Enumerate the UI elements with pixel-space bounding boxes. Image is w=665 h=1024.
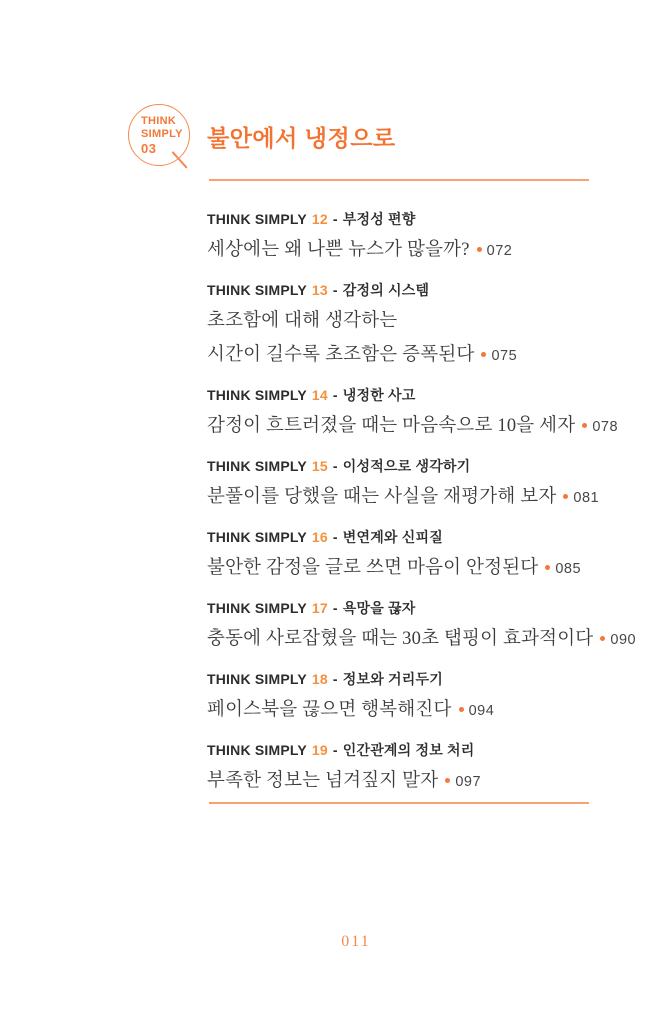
toc-item: [207, 670, 627, 728]
toc-item-heading: [207, 741, 627, 759]
toc-subtitle-line: [207, 693, 627, 728]
toc-item: [207, 386, 627, 444]
toc-subtitle-text: 초조함에 대해 생각하는: [207, 311, 398, 331]
chapter-keyword: 변연계와 신피질: [342, 529, 443, 545]
chapter-number: 16: [311, 529, 328, 545]
toc-subtitle-text: 부족한 정보는 넘겨짚지 말자: [207, 771, 439, 791]
bullet-dot-icon: [445, 778, 450, 783]
bullet-dot-icon: [563, 494, 568, 499]
chapter-keyword: 정보와 거리두기: [342, 671, 443, 687]
series-label: THINK SIMPLY: [207, 529, 307, 545]
chapter-keyword: 감정의 시스템: [342, 282, 430, 298]
toc-subtitle-text: 페이스북을 끊으면 행복해진다: [207, 700, 452, 720]
series-label: THINK SIMPLY: [207, 458, 307, 474]
page-number: 011: [341, 933, 371, 950]
chapter-number: 14: [311, 387, 328, 403]
toc-item-subtitle: [207, 693, 627, 728]
heading-separator: -: [332, 211, 338, 227]
toc-page-number: 094: [468, 703, 495, 719]
toc-page-number: 075: [491, 348, 518, 364]
heading-separator: -: [332, 600, 338, 616]
toc-subtitle-line: [207, 480, 627, 515]
badge-line-think: THINK: [141, 114, 177, 127]
toc-item-heading: [207, 386, 627, 404]
badge-line-simply: SIMPLY: [141, 127, 183, 140]
toc-item: [207, 457, 627, 515]
chapter-number: 12: [311, 211, 328, 227]
series-label: THINK SIMPLY: [207, 282, 307, 298]
toc-item: [207, 741, 627, 799]
heading-separator: -: [332, 387, 338, 403]
toc-subtitle-text: 시간이 길수록 초조함은 증폭된다: [207, 345, 475, 365]
series-label: THINK SIMPLY: [207, 387, 307, 403]
chapter-keyword: 이성적으로 생각하기: [342, 458, 471, 474]
bullet-dot-icon: [477, 247, 482, 252]
toc-subtitle-text: 분풀이를 당했을 때는 사실을 재평가해 보자: [207, 487, 557, 507]
toc-subtitle-text: 세상에는 왜 나쁜 뉴스가 많을까?: [207, 240, 470, 260]
badge-chapter-number: 03: [141, 140, 157, 156]
series-label: THINK SIMPLY: [207, 671, 307, 687]
toc-item: [207, 599, 637, 657]
toc-item-subtitle: [207, 480, 627, 515]
toc-item-subtitle: [207, 764, 627, 799]
toc-subtitle-line: [207, 233, 627, 268]
toc-item-heading: [207, 281, 627, 299]
toc-item-subtitle: [207, 551, 627, 586]
toc-page-number: 090: [610, 632, 637, 648]
chapter-number: 13: [311, 282, 328, 298]
toc-item-heading: [207, 457, 627, 475]
toc-subtitle-text: 감정이 흐트러졌을 때는 마음속으로 10을 세자: [207, 416, 576, 436]
heading-separator: -: [332, 529, 338, 545]
series-label: THINK SIMPLY: [207, 742, 307, 758]
series-label: THINK SIMPLY: [207, 600, 307, 616]
series-label: THINK SIMPLY: [207, 211, 307, 227]
section-title: 불안에서 냉정으로: [207, 125, 396, 151]
toc-subtitle-line: [207, 409, 627, 444]
toc-page-number: 078: [592, 419, 619, 435]
heading-separator: -: [332, 282, 338, 298]
toc-item: [207, 281, 627, 373]
toc-subtitle-line: [207, 622, 637, 657]
toc-item-subtitle: [207, 409, 627, 444]
chapter-number: 15: [311, 458, 328, 474]
bottom-divider: [209, 802, 589, 804]
toc-item-heading: [207, 599, 627, 617]
toc-item-subtitle: [207, 622, 637, 657]
chapter-number: 17: [311, 600, 328, 616]
toc-item: [207, 210, 627, 268]
toc-page-number: 097: [455, 774, 482, 790]
toc-item-subtitle: [207, 233, 627, 268]
chapter-keyword: 인간관계의 정보 처리: [342, 742, 475, 758]
toc-subtitle-line: [207, 764, 627, 799]
chapter-keyword: 욕망을 끊자: [342, 600, 416, 616]
chapter-keyword: 부정성 편향: [342, 211, 416, 227]
toc-subtitle-text: 불안한 감정을 글로 쓰면 마음이 안정된다: [207, 558, 539, 578]
toc-item-subtitle: [207, 304, 627, 373]
toc-list: [207, 210, 637, 812]
heading-separator: -: [332, 458, 338, 474]
toc-page-number: 072: [486, 243, 513, 259]
toc-item: [207, 528, 627, 586]
top-divider: [209, 179, 589, 181]
toc-subtitle-line: [207, 551, 627, 586]
bullet-dot-icon: [600, 636, 605, 641]
toc-item-heading: [207, 210, 627, 228]
toc-item-heading: [207, 670, 627, 688]
chapter-badge: [128, 104, 190, 166]
toc-item-heading: [207, 528, 627, 546]
toc-subtitle-text: 충동에 사로잡혔을 때는 30초 탭핑이 효과적이다: [207, 629, 594, 649]
heading-separator: -: [332, 742, 338, 758]
toc-page-number: 081: [573, 490, 600, 506]
chapter-keyword: 냉정한 사고: [342, 387, 416, 403]
toc-page-number: 085: [555, 561, 582, 577]
bullet-dot-icon: [545, 565, 550, 570]
chapter-number: 19: [311, 742, 328, 758]
chapter-number: 18: [311, 671, 328, 687]
toc-subtitle-line: [207, 338, 627, 373]
bullet-dot-icon: [459, 707, 464, 712]
toc-subtitle-line: [207, 304, 627, 338]
bullet-dot-icon: [582, 423, 587, 428]
heading-separator: -: [332, 671, 338, 687]
bullet-dot-icon: [481, 352, 486, 357]
